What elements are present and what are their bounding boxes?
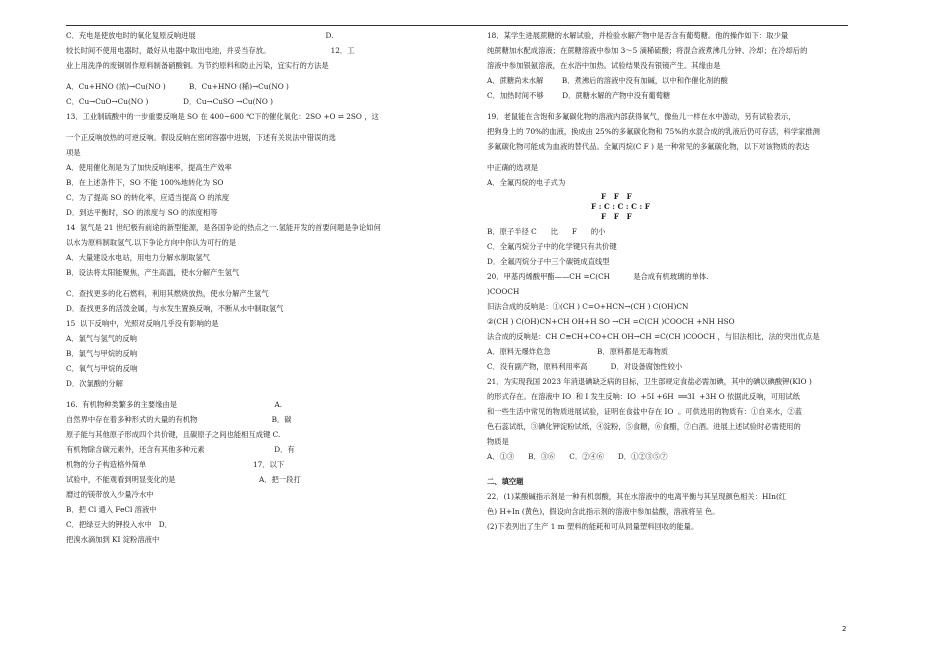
left-text-line: A．使用催化剂是为了加快反响速率，提高生产效率 (66, 163, 232, 172)
right-text-line: A．蔗糖尚未水解 B．煮沸后的溶液中没有加碱，以中和作催化剂的酸 (487, 76, 728, 85)
left-text-line: D．次氯酸的分解 (66, 379, 123, 388)
left-text-line: 较长时间不使用电器时，最好从电器中取出电池，并妥当存放。 12．工 (66, 46, 355, 55)
left-text-line: C．Cu→CuO→Cu(NO ) D．Cu→CuSO →Cu(NO ) (66, 97, 274, 106)
left-text-line: 16. 有机物种类繁多的主要缘由是 A. (66, 400, 283, 409)
right-text-line: 纯蔗糖加水配成溶液；在蔗糖溶液中参加 3～5 滴稀硫酸；将混合液煮沸几分钟、冷却；在冷却后的 (487, 46, 808, 55)
left-text-line: B．设法将太阳能聚焦，产生高温，使水分解产生氢气 (66, 268, 240, 277)
right-text-line: 20．甲基丙烯酸甲酯——CH =C(CH 是合成有机玻璃的单体. (487, 272, 709, 281)
left-text-line: 自然界中存在着多种形式的大量的有机物 B．碳 (66, 415, 292, 424)
right-text-line: A．全氟丙烷的电子式为 (487, 178, 566, 187)
right-text-line: 把狗身上的 70%的血液，换成由 25%的多氟碳化物和 75%的水混合成的乳液后仍可存活，科学家推测 (487, 127, 820, 136)
left-text-line: 有机物除含碳元素外，还含有其他多种元素 D．有 (66, 445, 295, 454)
right-text-line: 中正确的选项是 (487, 163, 539, 172)
right-text-line: ②(CH ) C(OH)CN+CH OH+H SO →CH =C(CH )COOCH +NH HSO (487, 317, 735, 326)
right-text-line: 旧法合成的反响是：①(CH ) C=O+HCN→(CH ) C(OH)CN (487, 302, 689, 311)
right-text-line: C．没有副产物，原料利用率高 D．对设备腐蚀性较小 (487, 362, 683, 371)
left-text-line: A．氯气与氢气的反响 (66, 334, 137, 343)
left-text-line: D．到达平衡时，SO 的浓度与 SO 的浓度相等 (66, 208, 218, 217)
left-text-line: B．氯气与甲烷的反响 (66, 349, 138, 358)
left-text-line: C．充电是使放电时的氧化复原反响进展 D. (66, 31, 334, 40)
left-text-line: 项是 (66, 148, 81, 157)
right-text-line: 色) H+In (黄色)，假设向含此指示剂的溶液中参加盐酸，溶液将呈 色。 (487, 507, 720, 516)
left-text-line: 原子能与其他原子形成四个共价键，且碳原子之间也能相互成键 C. (66, 430, 281, 439)
left-text-line: C．为了提高 SO 的转化率，应适当提高 O 的浓度 (66, 193, 230, 202)
perfluoropropane-electron-formula (487, 192, 857, 222)
left-text-line: C．氧气与甲烷的反响 (66, 364, 138, 373)
right-text-line: (2)下表列出了生产 1 m 塑料的能耗和可从同量塑料回收的能量。 (487, 522, 699, 531)
page-number: 2 (842, 625, 847, 633)
right-column (487, 28, 857, 534)
right-text-line: 21．为实现我国 2023 年消退碘缺乏病的目标，卫生部规定食盐必需加碘，其中的碘以碘酸钾(KIO ) (487, 377, 812, 386)
left-text-line: B．在上述条件下，SO 不能 100%地转化为 SO (66, 178, 224, 187)
left-text-line: 14 氢气是 21 世纪极有前途的新型能源，是各国争论的热点之一.氢能开发的首要问题是争论如何 (66, 223, 381, 232)
left-text-line: 把溴水滴加到 KI 淀粉溶液中 (66, 535, 160, 544)
right-text-line: 多氟碳化物可能成为血液的替代品。全氟丙烷(C F ) 是一种常见的多氟碳化物，以下对该物质的表达 (487, 142, 810, 151)
right-text-line: A．原料无爆炸危急 B．原料都是无毒物质 (487, 347, 669, 356)
right-text-line: 18．某学生进展蔗糖的水解试验，并检验水解产物中是否含有葡萄糖。他的操作如下：取少量 (487, 31, 789, 40)
left-text-line: 业上用洗净的废铜屑作原料制备硝酸铜。为节约原料和防止污染，宜实行的方法是 (66, 61, 329, 70)
left-text-line: A．Cu+HNO (浓)→Cu(NO ) B．Cu+HNO (稀)→Cu(NO ) (66, 82, 289, 91)
right-text-line: C．加热时间不够 D．蔗糖水解的产物中没有葡萄糖 (487, 91, 671, 100)
right-text-line: 色石蕊试纸，③碘化钾淀粉试纸，④淀粉，⑤食糖，⑥食醋，⑦白酒。进展上述试验时必需使用的 (487, 422, 801, 431)
left-text-line: 13．工业制硫酸中的一步重要反响是 SO 在 400~600 ℃下的催化氧化：2SO +O ⇌ 2SO ，这 (66, 112, 379, 121)
left-text-line: 试验中，不能观看到明显变化的是 A．把一段打 (66, 475, 301, 484)
header-rule (66, 25, 848, 26)
left-text-line: C．查找更多的化石燃料，利用其燃烧放热，使水分解产生氢气 (66, 289, 269, 298)
right-text-line: C．全氟丙烷分子中的化学键只有共价键 (487, 242, 617, 251)
left-text-line: C．把绿豆大的钾投入水中 D． (66, 520, 172, 529)
right-text-line: 物质是 (487, 437, 509, 446)
left-text-line: A．大量建设水电站，用电力分解水制取氢气 (66, 253, 210, 262)
left-text-line: D．查找更多的活泼金属，与水发生置换反响，不断从水中制取氢气 (66, 304, 284, 313)
right-text-line: 19．老鼠能在含饱和多氟碳化物的溶液内部获得氧气，像鱼儿一样在水中游动，另有试验表示， (487, 112, 796, 121)
right-text-line: A．①③ B．③⑥ C．②④⑥ D．①②③⑤⑦ (487, 452, 668, 461)
right-text-line: 法合成的反响是：CH C≡CH+CO+CH OH→CH =C(CH )COOCH ，与旧法相比，法的突出优点是 (487, 332, 820, 341)
left-text-line: B．把 Cl 通入 FeCl 溶液中 (66, 505, 157, 514)
left-column (66, 28, 438, 547)
left-text-line: 一个正反响放热的可逆反响。假设反响在密闭容器中进展，下述有关说法中错误的选 (66, 133, 336, 142)
right-text-line: 22．(1)某酸碱指示剂是一种有机弱酸，其在水溶液中的电离平衡与其呈现颜色相关：HIn(红 (487, 492, 787, 501)
right-text-line: B．原子半径 C 比 F 的小 (487, 227, 606, 236)
right-text-line: 二、填空题 (487, 477, 524, 486)
left-text-line: 磨过的镁带放入少量冷水中 (66, 490, 154, 499)
left-text-line: 以水为原料制取氢气.以下争论方向中你认为可行的是 (66, 238, 237, 247)
right-text-line: 溶液中参加银氨溶液，在水浴中加热。试验结果没有银镜产生。其缘由是 (487, 61, 721, 70)
right-text-line: )COOCH (487, 287, 520, 296)
left-text-line: 机物的分子构造格外简单 17．以下 (66, 460, 285, 469)
right-text-line: 和一些生活中常见的物质进展试验，证明在食盐中存在 IO 。可供选用的物质有：①自来水，②蓝 (487, 407, 802, 416)
right-text-line: 的形式存在。在溶液中 IO 和 I 发生反响：IO +5I +6H ══3I +3H O 依据此反响，可用试纸 (487, 392, 800, 401)
formula-row-1: F F F (601, 192, 632, 201)
right-text-line: D．全氟丙烷分子中三个碳链成直线型 (487, 257, 610, 266)
formula-row-2: F : C : C : C : F (591, 202, 650, 211)
left-text-line: 15 以下反响中，光照对反响几乎没有影响的是 (66, 319, 219, 328)
right-text-line (487, 464, 857, 470)
formula-row-3: F F F (601, 212, 632, 221)
